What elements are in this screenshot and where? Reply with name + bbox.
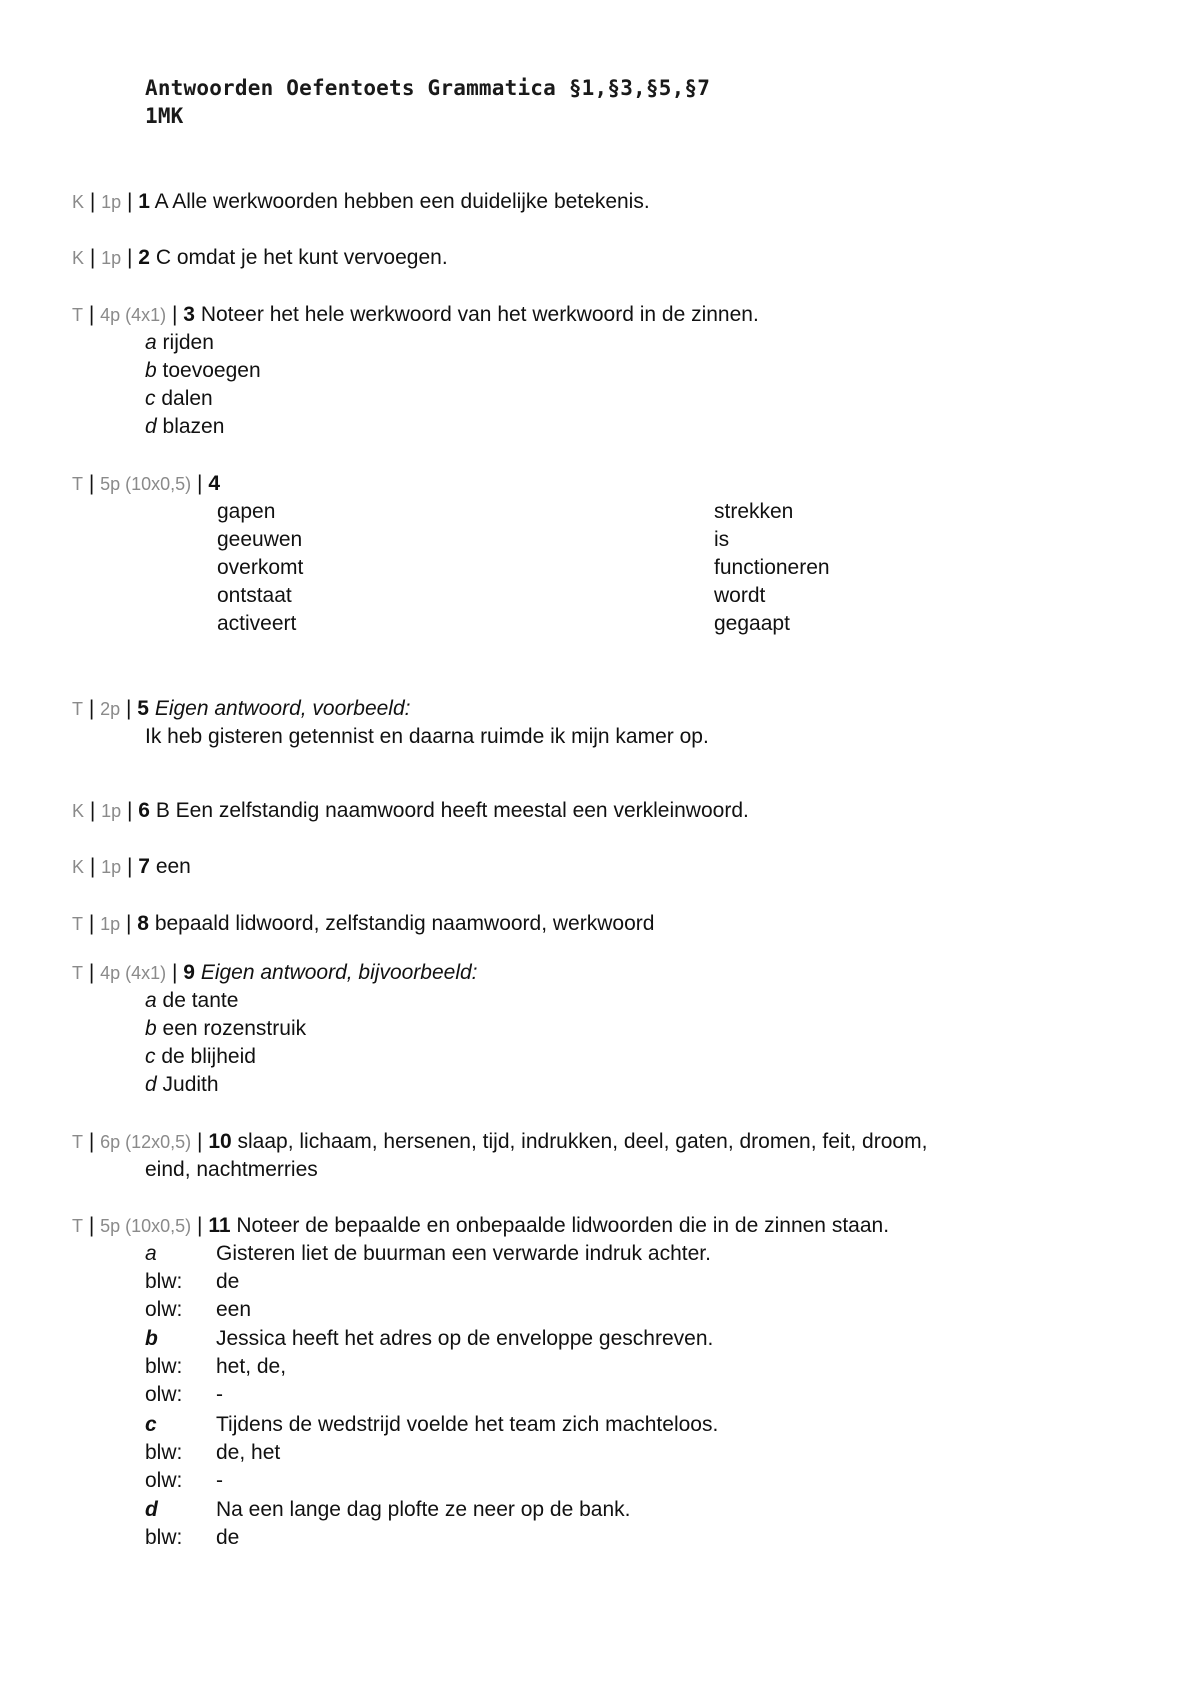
q9-number: 9 (183, 961, 195, 984)
q4-right-word: strekken (714, 500, 794, 523)
q6-number: 6 (138, 799, 150, 822)
q2-answer: C omdat je het kunt vervoegen. (155, 246, 448, 269)
q6-type: K (72, 801, 85, 821)
q4-right-word: wordt (714, 584, 766, 607)
q4-right-word: gegaapt (714, 612, 790, 635)
q9-item-a: a de tante (145, 989, 239, 1012)
q5-type: T (72, 699, 83, 719)
q3-type: T (72, 305, 83, 325)
title-line-2: 1MK (145, 104, 184, 128)
q8-type: T (72, 914, 83, 934)
q9-item-d: d Judith (145, 1073, 219, 1096)
q3-item-d: d blazen (145, 415, 225, 438)
q9-points: 4p (4x1) (100, 963, 167, 983)
q11-letter-c: c (145, 1413, 157, 1436)
question-7: K | 1p | 7 een (72, 855, 191, 878)
q4-left-word: geeuwen (217, 528, 303, 551)
q1-type: K (72, 192, 85, 212)
q4-type: T (72, 474, 83, 494)
question-1: K | 1p | 1 A Alle werkwoorden hebben een duidelijke betekenis. (72, 190, 650, 213)
q8-number: 8 (137, 912, 149, 935)
q4-right-column (714, 498, 830, 638)
question-9: T | 4p (4x1) | 9 Eigen antwoord, bijvoorbeeld: (72, 961, 478, 984)
q7-type: K (72, 857, 85, 877)
q10-answer-line2: eind, nachtmerries (145, 1158, 318, 1181)
q1-points: 1p (101, 192, 122, 212)
olw-label: olw: (145, 1383, 183, 1406)
q8-answer: bepaald lidwoord, zelfstandig naamwoord, werkwoord (154, 912, 655, 935)
q2-points: 1p (101, 248, 122, 268)
q2-number: 2 (138, 246, 150, 269)
q4-left-word: activeert (217, 612, 297, 635)
q3-points: 4p (4x1) (100, 305, 167, 325)
q11-c-olw: - (216, 1469, 223, 1492)
q4-right-word: is (714, 528, 730, 551)
q3-item-c: c dalen (145, 387, 213, 410)
q11-type: T (72, 1216, 83, 1236)
q6-answer: B Een zelfstandig naamwoord heeft meestal een verkleinwoord. (155, 799, 749, 822)
q4-number: 4 (208, 472, 220, 495)
document-title (145, 74, 710, 130)
q5-number: 5 (137, 697, 149, 720)
q10-type: T (72, 1132, 83, 1152)
question-3: T | 4p (4x1) | 3 Noteer het hele werkwoord van het werkwoord in de zinnen. (72, 303, 759, 326)
q1-answer: A Alle werkwoorden hebben een duidelijke betekenis. (154, 190, 650, 213)
q3-item-b: b toevoegen (145, 359, 261, 382)
q11-letter-b: b (145, 1327, 158, 1350)
q11-sentence-d: Na een lange dag plofte ze neer op de bank. (216, 1498, 631, 1521)
q5-answer: Ik heb gisteren getennist en daarna ruimde ik mijn kamer op. (145, 725, 709, 748)
q4-left-word: ontstaat (217, 584, 292, 607)
q4-right-word: functioneren (714, 556, 830, 579)
q11-a-blw: de (216, 1270, 240, 1293)
q11-sentence-b: Jessica heeft het adres op de enveloppe geschreven. (216, 1327, 714, 1350)
q4-left-column (217, 498, 303, 638)
question-10: T | 6p (12x0,5) | 10 slaap, lichaam, hersenen, tijd, indrukken, deel, gaten, dromen, feit, droom, (72, 1130, 928, 1153)
q7-answer: een (155, 855, 191, 878)
blw-label: blw: (145, 1441, 183, 1464)
q11-letter-a: a (145, 1242, 157, 1265)
q11-question: Noteer de bepaalde en onbepaalde lidwoorden die in de zinnen staan. (236, 1214, 890, 1237)
q5-intro: Eigen antwoord, voorbeeld: (154, 697, 411, 720)
q10-points: 6p (12x0,5) (100, 1132, 192, 1152)
q10-answer-line1: slaap, lichaam, hersenen, tijd, indrukken, deel, gaten, dromen, feit, droom, (237, 1130, 928, 1153)
q11-a-olw: een (216, 1298, 252, 1321)
q1-number: 1 (138, 190, 150, 213)
title-line-1: Antwoorden Oefentoets Grammatica §1,§3,§5,§7 (145, 76, 711, 100)
olw-label: olw: (145, 1469, 183, 1492)
q9-item-c: c de blijheid (145, 1045, 256, 1068)
q11-sentence-c: Tijdens de wedstrijd voelde het team zich machteloos. (216, 1413, 719, 1436)
q10-number: 10 (208, 1130, 232, 1153)
blw-label: blw: (145, 1270, 183, 1293)
question-5: T | 2p | 5 Eigen antwoord, voorbeeld: (72, 697, 411, 720)
olw-label: olw: (145, 1298, 183, 1321)
question-11: T | 5p (10x0,5) | 11 Noteer de bepaalde en onbepaalde lidwoorden die in de zinnen staan. (72, 1214, 890, 1237)
q3-question: Noteer het hele werkwoord van het werkwoord in de zinnen. (200, 303, 759, 326)
question-8: T | 1p | 8 bepaald lidwoord, zelfstandig naamwoord, werkwoord (72, 912, 655, 935)
q11-b-olw: - (216, 1383, 223, 1406)
q7-number: 7 (138, 855, 150, 878)
q11-b-blw: het, de, (216, 1355, 287, 1378)
question-2: K | 1p | 2 C omdat je het kunt vervoegen. (72, 246, 448, 269)
q11-sentence-a: Gisteren liet de buurman een verwarde indruk achter. (216, 1242, 711, 1265)
question-4: T | 5p (10x0,5) | 4 (72, 472, 220, 495)
blw-label: blw: (145, 1526, 183, 1549)
q9-type: T (72, 963, 83, 983)
q11-number: 11 (208, 1214, 231, 1237)
q11-points: 5p (10x0,5) (100, 1216, 192, 1236)
q11-d-blw: de (216, 1526, 240, 1549)
q8-points: 1p (100, 914, 121, 934)
q6-points: 1p (101, 801, 122, 821)
q3-item-a: a rijden (145, 331, 214, 354)
q2-type: K (72, 248, 85, 268)
q11-letter-d: d (145, 1498, 158, 1521)
q4-points: 5p (10x0,5) (100, 474, 192, 494)
q7-points: 1p (101, 857, 122, 877)
q9-intro: Eigen antwoord, bijvoorbeeld: (200, 961, 478, 984)
q4-left-word: overkomt (217, 556, 304, 579)
blw-label: blw: (145, 1355, 183, 1378)
q11-c-blw: de, het (216, 1441, 281, 1464)
q4-left-word: gapen (217, 500, 276, 523)
q9-item-b: b een rozenstruik (145, 1017, 307, 1040)
q3-number: 3 (183, 303, 195, 326)
q5-points: 2p (100, 699, 121, 719)
question-6: K | 1p | 6 B Een zelfstandig naamwoord heeft meestal een verkleinwoord. (72, 799, 749, 822)
